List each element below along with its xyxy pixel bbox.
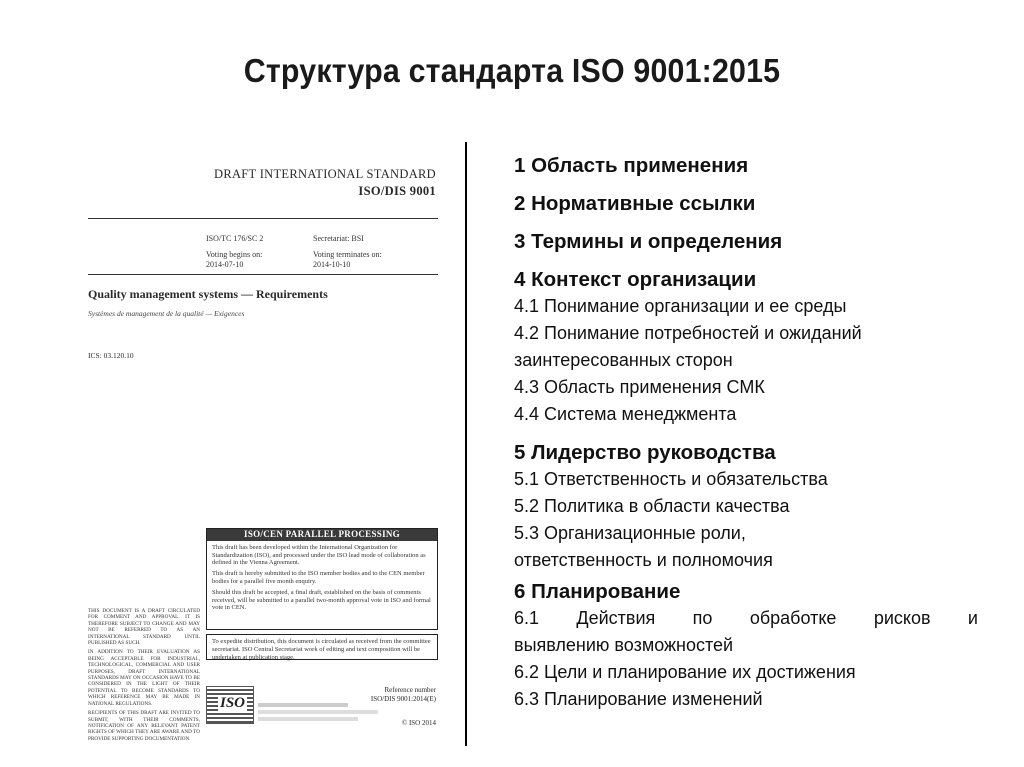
section-1: 1 Область применения [514,154,749,177]
iso-draft-cover-image [80,150,450,742]
ics-code: ICS: 03.120.10 [88,351,134,360]
slide-title: Структура стандарта ISO 9001:2015 [243,52,781,89]
subsection-5-2: 5.2 Политика в области качества [514,496,790,516]
section-4: 4 Контекст организации [514,268,757,291]
section-3: 3 Термины и определения [514,230,783,253]
voting-terminates-date: 2014-10-10 [313,260,351,269]
subsection-4-2-cont: заинтересованных сторон [514,350,733,370]
voting-begins-label: Voting begins on: [206,250,263,259]
reference-number [371,686,436,703]
voting-begins-date: 2014-07-10 [206,260,244,269]
box-paragraph: This draft is hereby submitted to the ISO member bodies and to the CEN member bodies for a parallel five month enquiry. [212,570,425,585]
draft-notice [88,608,200,745]
section-2: 2 Нормативные ссылки [514,192,756,215]
divider [88,274,438,275]
document-title-fr: Systèmes de management de la qualité — Exigences [88,309,245,318]
notice-paragraph: THIS DOCUMENT IS A DRAFT CIRCULATED FOR COMMENT AND APPROVAL. IT IS THEREFORE SUBJECT TO CHANGE AND MAY NOT BE REFERRED TO AS AN INTERNATIONAL STANDARD UNTIL PUBLISHED AS SUCH. [88,608,200,647]
section-6: 6 Планирование [514,580,681,603]
copyright: © ISO 2014 [401,719,436,727]
subsection-4-4: 4.4 Система менеджмента [514,404,737,424]
subsection-4-2: 4.2 Понимание потребностей и ожиданий [514,323,862,343]
subsection-5-3: 5.3 Организационные роли, [514,523,746,543]
reference-value: ISO/DIS 9001:2014(E) [370,694,436,703]
committee: ISO/TC 176/SC 2 [206,234,264,243]
box-paragraph: Should this draft be accepted, a final draft, established on the basis of comments received, will be submitted to a parallel two-month approval vote in ISO and formal vote in CEN. [212,588,431,612]
reference-label: Reference number [384,686,436,694]
structure-list [514,152,978,713]
subsection-4-3: 4.3 Область применения СМК [514,377,765,397]
subsection-6-1-cont: выявлению возможностей [514,635,734,655]
notice-paragraph: RECIPIENTS OF THIS DRAFT ARE INVITED TO SUBMIT, WITH THEIR COMMENTS, NOTIFICATION OF ANY RELEVANT PATENT RIGHTS OF WHICH THEY ARE AWARE AND TO PROVIDE SUPPORTING DOCUMENTATION. [88,710,200,742]
parallel-processing-box [206,528,438,630]
document-type: DRAFT INTERNATIONAL STANDARD [214,167,436,181]
subsection-6-2: 6.2 Цели и планирование их достижения [514,662,856,682]
voting-terminates [313,250,382,270]
section-5: 5 Лидерство руководства [514,441,776,464]
voting-terminates-label: Voting terminates on: [313,250,382,259]
subsection-6-1: 6.1 Действия по обработке рисков и [514,608,978,628]
box-heading: ISO/CEN PARALLEL PROCESSING [207,529,437,541]
document-number: ISO/DIS 9001 [358,184,436,198]
document-title-en: Quality management systems — Requirements [88,287,328,301]
box-paragraph: This draft has been developed within the International Organization for Standardization (ISO), and processed under the ISO lead mode of collaboration as defined in the Vienna Agreement. [212,543,426,567]
notice-paragraph: IN ADDITION TO THEIR EVALUATION AS BEING ACCEPTABLE FOR INDUSTRIAL, TECHNOLOGICAL, COMMERCIAL AND USER PURPOSES, DRAFT INTERNATIONAL STANDARDS MAY ON OCCASION HAVE TO BE CONSIDERED IN THE LIGHT OF THEIR POTENTIAL TO BECOME STANDARDS TO WHICH REFERENCE MAY BE MADE IN NATIONAL REGULATIONS. [88,649,200,707]
subsection-5-1: 5.1 Ответственность и обязательства [514,469,828,489]
voting-begins [206,250,262,270]
subsection-5-3-cont: ответственность и полномочия [514,550,773,570]
iso-logo-text: ISO [220,695,246,711]
distribution-note-box: To expedite distribution, this document is circulated as received from the committee secretariat. ISO Central Secretariat work of editing and text composition will be undertaken at publication stage. [206,634,438,660]
secretariat: Secretariat: BSI [313,234,364,243]
subsection-6-3: 6.3 Планирование изменений [514,689,763,709]
subsection-4-1: 4.1 Понимание организации и ее среды [514,296,847,316]
divider [88,218,438,219]
faint-watermark [258,703,388,721]
document-header [214,166,436,200]
vertical-divider [465,142,467,746]
